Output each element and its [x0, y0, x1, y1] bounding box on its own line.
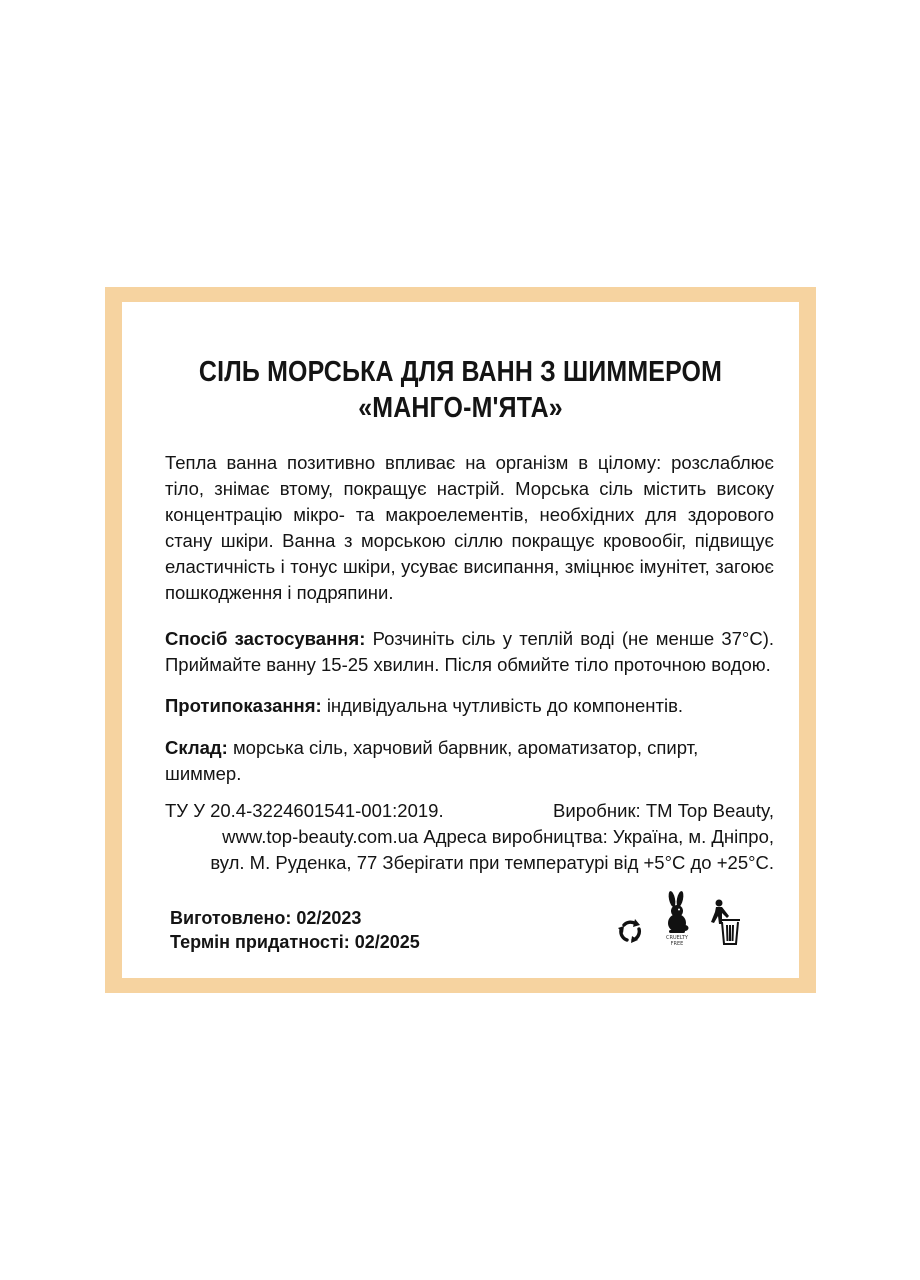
recycle-icon: [615, 916, 645, 946]
street-and-storage: вул. М. Руденка, 77 Зберігати при температурі від +5°С до +25°С.: [210, 852, 774, 873]
manufactured-label: Виготовлено:: [170, 908, 292, 928]
website-and-address: www.top-beauty.com.ua Адреса виробництва: Україна, м. Дніпро,: [222, 826, 774, 847]
product-label-frame: [105, 287, 816, 993]
manufactured-date: [170, 906, 420, 930]
cruelty-free-text-2: FREE: [670, 941, 684, 946]
label-icons: [615, 890, 743, 946]
manufacturer-info: [165, 798, 774, 876]
contraindications: [165, 693, 774, 719]
composition: [165, 735, 774, 787]
cruelty-free-text-1: CRUELTY: [666, 935, 688, 941]
expiry-label: Термін придатності:: [170, 932, 350, 952]
specs-row-3: [165, 850, 774, 876]
product-description: Тепла ванна позитивно впливає на організм в цілому: розслаблює тіло, знімає втому, покращує настрій. Морська сіль містить високу концентрацію мікро- та макроелементів, необхідних для здорового стану шкіри. Ванна з морською сіллю покращує кровообіг, підвищує еластичність і тонус шкіри, усуває висипання, зміцнює імунітет, загоює пошкодження і подряпини.: [165, 452, 774, 603]
production-dates: [170, 906, 420, 954]
expiry-value: 02/2025: [354, 932, 420, 952]
specs-row-1: [165, 798, 774, 824]
manufactured-value: 02/2023: [296, 908, 362, 928]
cruelty-free-bunny-icon: [655, 890, 699, 946]
dispose-in-bin-icon: [709, 898, 743, 946]
manufacturer-name: Виробник: ТМ Top Beauty,: [553, 800, 774, 821]
usage-text: Розчиніть сіль у теплій воді (не менше 37°С). Приймайте ванну 15-25 хвилин. Після обмийте тіло проточною водою.: [165, 628, 774, 675]
composition-text: морська сіль, харчовий барвник, ароматизатор, спирт, шиммер.: [165, 737, 699, 784]
product-title: [169, 354, 751, 426]
product-label: [122, 302, 799, 978]
standard-code: ТУ У 20.4-3224601541-001:2019.: [165, 800, 444, 821]
product-title-line2: «МАНГО-М'ЯТА»: [358, 392, 563, 424]
product-title-line1: СІЛЬ МОРСЬКА ДЛЯ ВАНН З ШИММЕРОМ: [198, 356, 723, 388]
contraindications-label: Протипоказання:: [165, 695, 322, 716]
specs-row-2: [165, 824, 774, 850]
contraindications-text: індивідуальна чутливість до компонентів.: [326, 695, 684, 716]
expiry-date: [170, 930, 420, 954]
usage-label: Спосіб застосування:: [165, 628, 366, 649]
composition-label: Склад:: [165, 737, 228, 758]
usage-instructions: [165, 626, 774, 678]
